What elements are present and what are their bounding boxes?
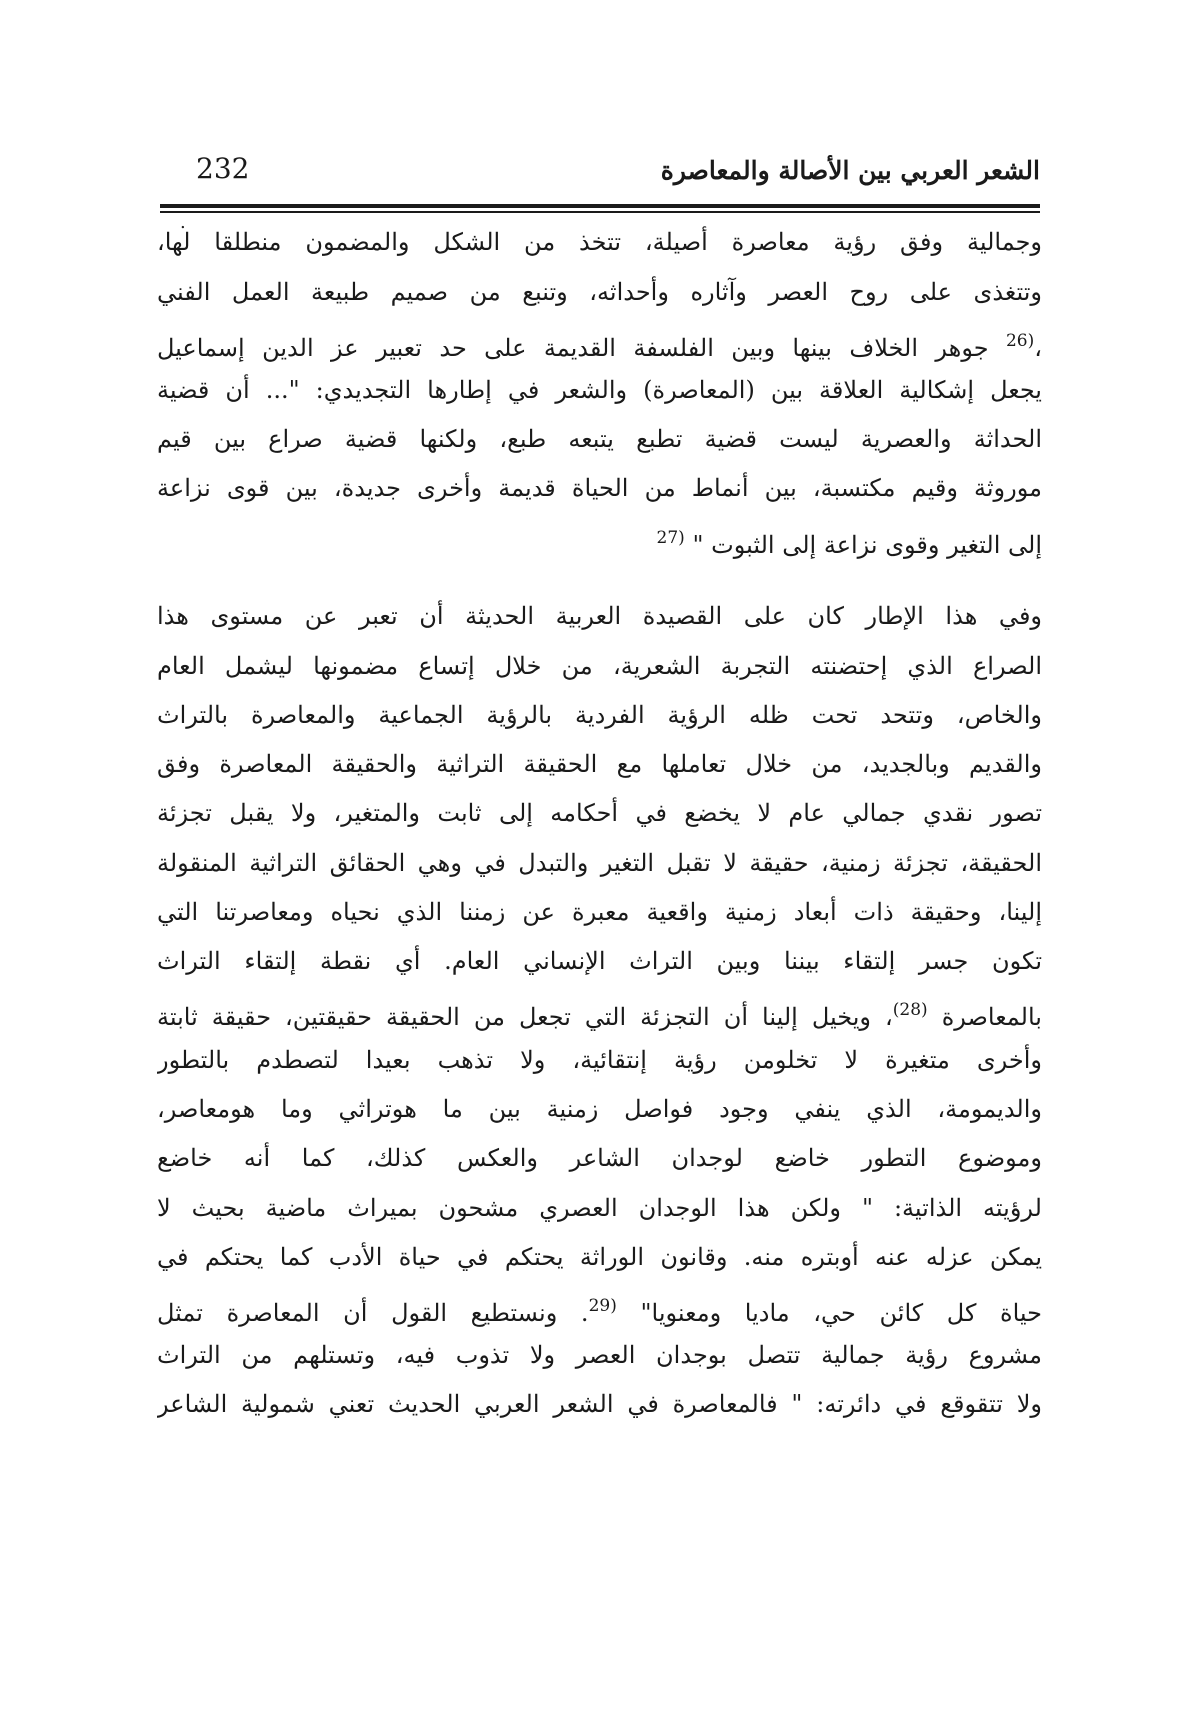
p2-line-16: مشروع رؤية جمالية تتصل بوجدان العصر ولا تذوب فيه، وتستلهم من التراث	[157, 1341, 1042, 1369]
p2-line-15-tail: . ونستطيع القول أن المعاصرة تمثل	[157, 1299, 589, 1327]
stray-mark: .	[180, 212, 186, 233]
p2-line-11: والديمومة، الذي ينفي وجود فواصل زمنية بين ما هوتراثي وما هومعاصر،	[157, 1095, 1042, 1123]
p2-line-1: وفي هذا الإطار كان على القصيدة العربية الحديثة أن تعبر عن مستوى هذا	[157, 602, 1042, 630]
header-rule-thick	[160, 204, 1040, 208]
p2-line-9	[157, 992, 1042, 1035]
p2-line-12: وموضوع التطور خاضع لوجدان الشاعر والعكس كذلك، كما أنه خاضع	[157, 1144, 1042, 1172]
p1-line-1: وجمالية وفق رؤية معاصرة أصيلة، تتخذ من الشكل والمضمون منطلقا لها،	[157, 228, 1042, 256]
page-number: 232	[196, 152, 250, 185]
p2-line-5: تصور نقدي جمالي عام لا يخضع في أحكامه إلى ثابت والمتغير، ولا يقبل تجزئة	[157, 799, 1042, 827]
footnote-ref-26: (26	[1005, 331, 1035, 351]
header-rule-thin	[160, 211, 1040, 213]
p1-line-2: وتتغذى على روح العصر وآثاره وأحداثه، وتنبع من صميم طبيعة العمل الفني	[157, 278, 1042, 306]
footnote-ref-29: (29	[588, 1296, 617, 1316]
p2-line-9-prefix: بالمعاصرة	[941, 1003, 1042, 1031]
p2-line-7: إلينا، وحقيقة ذات أبعاد زمنية واقعية معبرة عن زمننا الذي نحياه ومعاصرتنا التي	[157, 898, 1042, 926]
p1-line-7	[157, 520, 1042, 563]
p2-line-4: والقديم وبالجديد، من خلال تعاملها مع الحقيقة التراثية والحقيقة المعاصرة وفق	[157, 750, 1042, 778]
p2-line-14: يمكن عزله عنه أوبتره منه. وقانون الوراثة يحتكم في حياة الأدب كما يحتكم في	[157, 1243, 1042, 1271]
p1-line-4: يجعل إشكالية العلاقة بين (المعاصرة) والشعر في إطارها التجديدي: "... أن قضية	[157, 376, 1042, 404]
p2-line-6: الحقيقة، تجزئة زمنية، حقيقة لا تقبل التغير والتبدل في وهي الحقائق التراثية المنقولة	[157, 849, 1042, 877]
p2-line-15-text: حياة كل كائن حي، ماديا ومعنويا"	[640, 1299, 1042, 1327]
p1-line-3	[157, 323, 1042, 366]
p2-line-15	[157, 1288, 1042, 1331]
p1-line-6: موروثة وقيم مكتسبة، بين أنماط من الحياة قديمة وأخرى جديدة، بين قوى نزاعة	[157, 474, 1042, 502]
p2-line-13: لرؤيته الذاتية: " ولكن هذا الوجدان العصري مشحون بميراث ماضية بحيث لا	[157, 1194, 1042, 1222]
p2-line-17: ولا تتقوقع في دائرته: " فالمعاصرة في الشعر العربي الحديث تعني شمولية الشاعر	[157, 1390, 1042, 1418]
p2-line-3: والخاص، وتتحد تحت ظله الرؤية الفردية بالرؤية الجماعية والمعاصرة بالتراث	[157, 701, 1042, 729]
footnote-ref-27: (27	[656, 528, 685, 548]
p2-line-2: الصراع الذي إحتضنته التجربة الشعرية، من خلال إتساع مضمونها ليشمل العام	[157, 652, 1042, 680]
footnote-ref-28: (28)	[892, 1000, 928, 1020]
running-header	[160, 150, 1040, 200]
p1-line-7-text: إلى التغير وقوى نزاعة إلى الثبوت "	[692, 531, 1042, 559]
footnote-ref-26-comma: ،	[1034, 334, 1042, 362]
book-title: الشعر العربي بين الأصالة والمعاصرة	[660, 156, 1040, 185]
p1-line-3-text: جوهر الخلاف بينها وبين الفلسفة القديمة على حد تعبير عز الدين إسماعيل	[157, 334, 989, 362]
p1-line-5: الحداثة والعصرية ليست قضية تطبع يتبعه طبع، ولكنها قضية صراع بين قيم	[157, 425, 1042, 453]
p2-line-9-text: ، ويخيل إلينا أن التجزئة التي تجعل من الحقيقة حقيقتين، حقيقة ثابتة	[157, 1003, 893, 1031]
p2-line-10: وأخرى متغيرة لا تخلومن رؤية إنتقائية، ولا تذهب بعيدا لتصطدم بالتطور	[157, 1046, 1042, 1074]
p2-line-8: تكون جسر إلتقاء بيننا وبين التراث الإنساني العام. أي نقطة إلتقاء التراث	[157, 947, 1042, 975]
